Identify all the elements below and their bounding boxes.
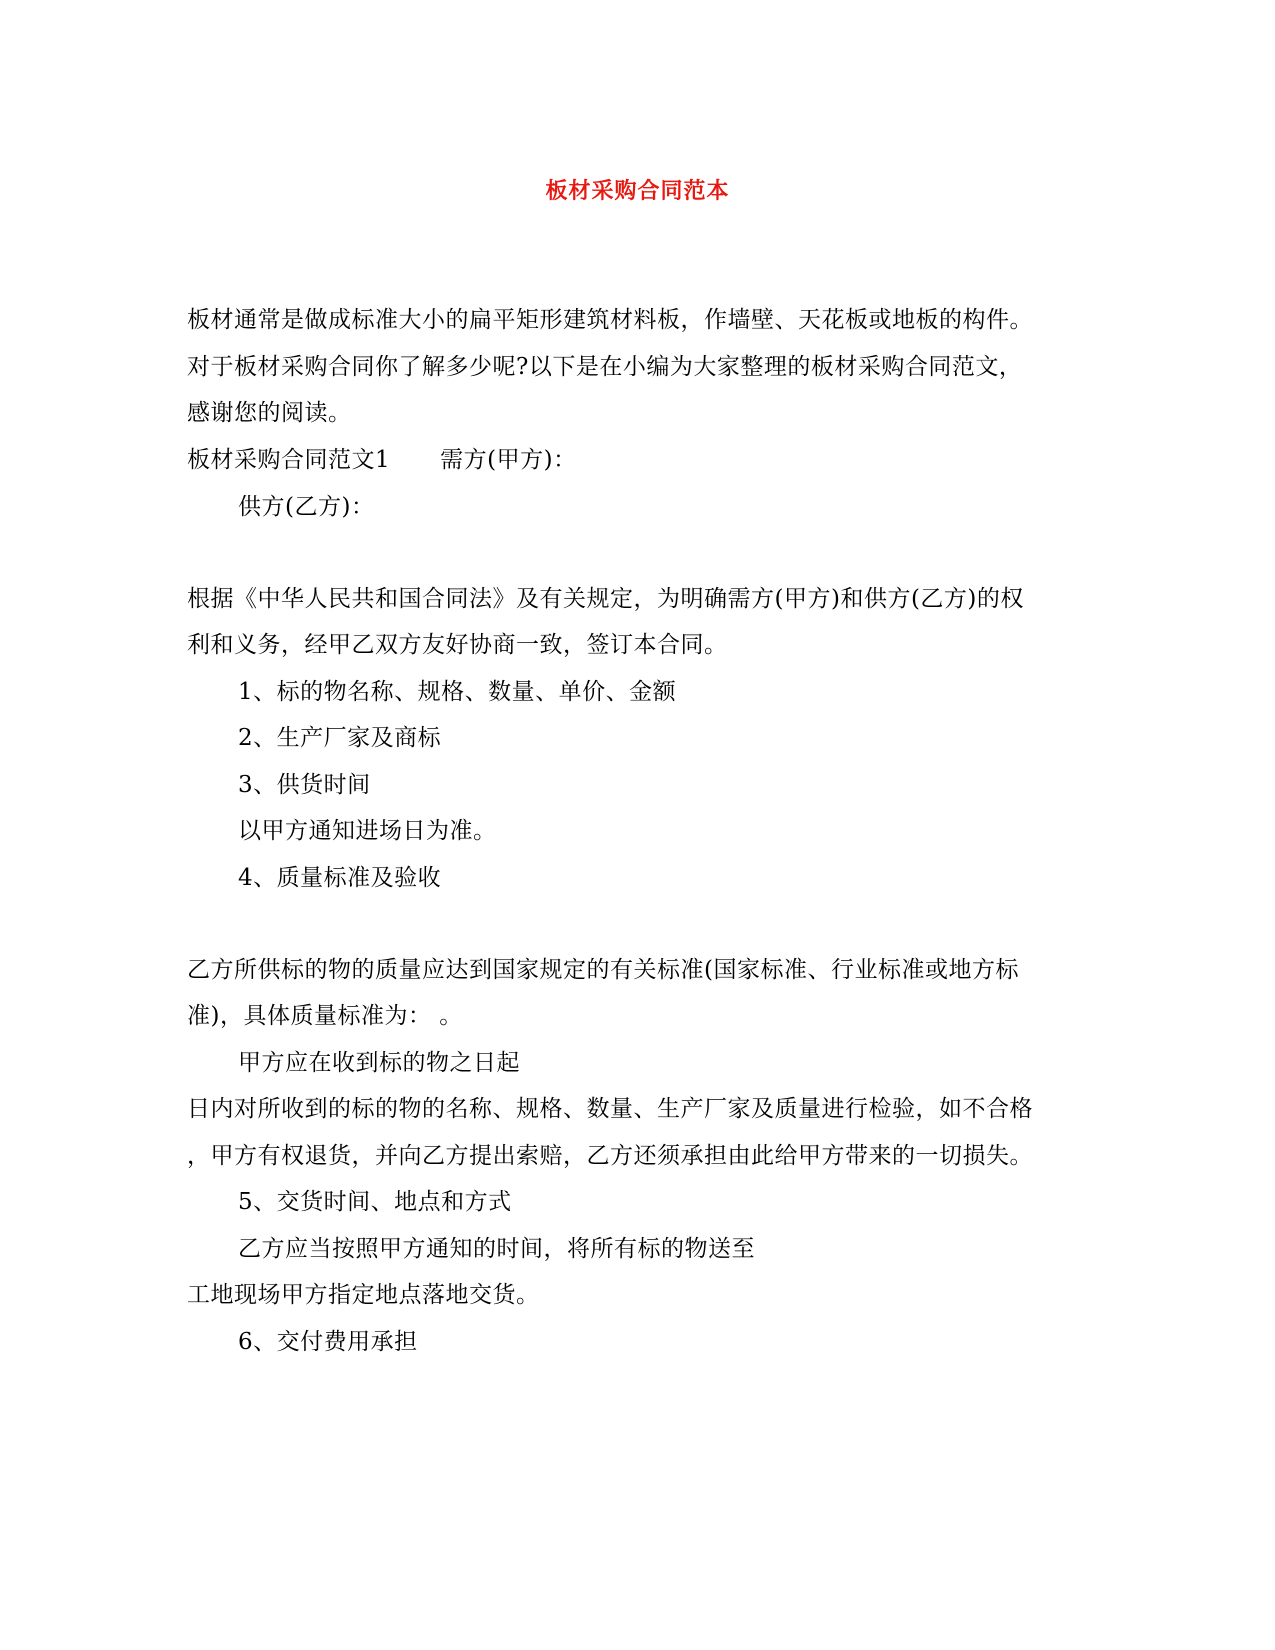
contract-name: 板材采购合同范文1 xyxy=(187,447,391,473)
contract-header-line xyxy=(187,445,577,475)
party-b-label: 供方(乙方)： xyxy=(238,494,375,520)
inspection-line-2: ，甲方有权退货，并向乙方提出索赔，乙方还须承担由此给甲方带来的一切损失。 xyxy=(187,1143,1033,1169)
clause-2-heading: 2、生产厂家及商标 xyxy=(238,725,442,751)
clause-3-text: 以甲方通知进场日为准。 xyxy=(238,818,497,844)
clause-5-heading: 5、交货时间、地点和方式 xyxy=(238,1189,512,1215)
preamble-line-2: 利和义务，经甲乙双方友好协商一致，签订本合同。 xyxy=(187,632,728,658)
clause-1-heading: 1、标的物名称、规格、数量、单价、金额 xyxy=(238,679,677,705)
quality-line-2: 准)，具体质量标准为： 。 xyxy=(187,1003,463,1029)
inspection-lead: 甲方应在收到标的物之日起 xyxy=(238,1050,520,1076)
quality-line-1: 乙方所供标的物的质量应达到国家规定的有关标准(国家标准、行业标准或地方标 xyxy=(187,957,1019,983)
clause-6-heading: 6、交付费用承担 xyxy=(238,1329,418,1355)
intro-line-1: 板材通常是做成标准大小的扁平矩形建筑材料板，作墙壁、天花板或地板的构件。 xyxy=(187,307,1033,333)
inspection-line-1: 日内对所收到的标的物的名称、规格、数量、生产厂家及质量进行检验，如不合格 xyxy=(187,1096,1033,1122)
preamble-line-1: 根据《中华人民共和国合同法》及有关规定，为明确需方(甲方)和供方(乙方)的权 xyxy=(187,586,1024,612)
clause-3-heading: 3、供货时间 xyxy=(238,772,371,798)
intro-line-2: 对于板材采购合同你了解多少呢?以下是在小编为大家整理的板材采购合同范文， xyxy=(187,354,1023,380)
delivery-lead: 乙方应当按照甲方通知的时间，将所有标的物送至 xyxy=(238,1236,755,1262)
clause-4-heading: 4、质量标准及验收 xyxy=(238,865,442,891)
document-title: 板材采购合同范本 xyxy=(545,179,730,204)
party-a-label: 需方(甲方)： xyxy=(440,447,577,473)
delivery-line: 工地现场甲方指定地点落地交货。 xyxy=(187,1282,540,1308)
intro-line-3: 感谢您的阅读。 xyxy=(187,400,352,426)
